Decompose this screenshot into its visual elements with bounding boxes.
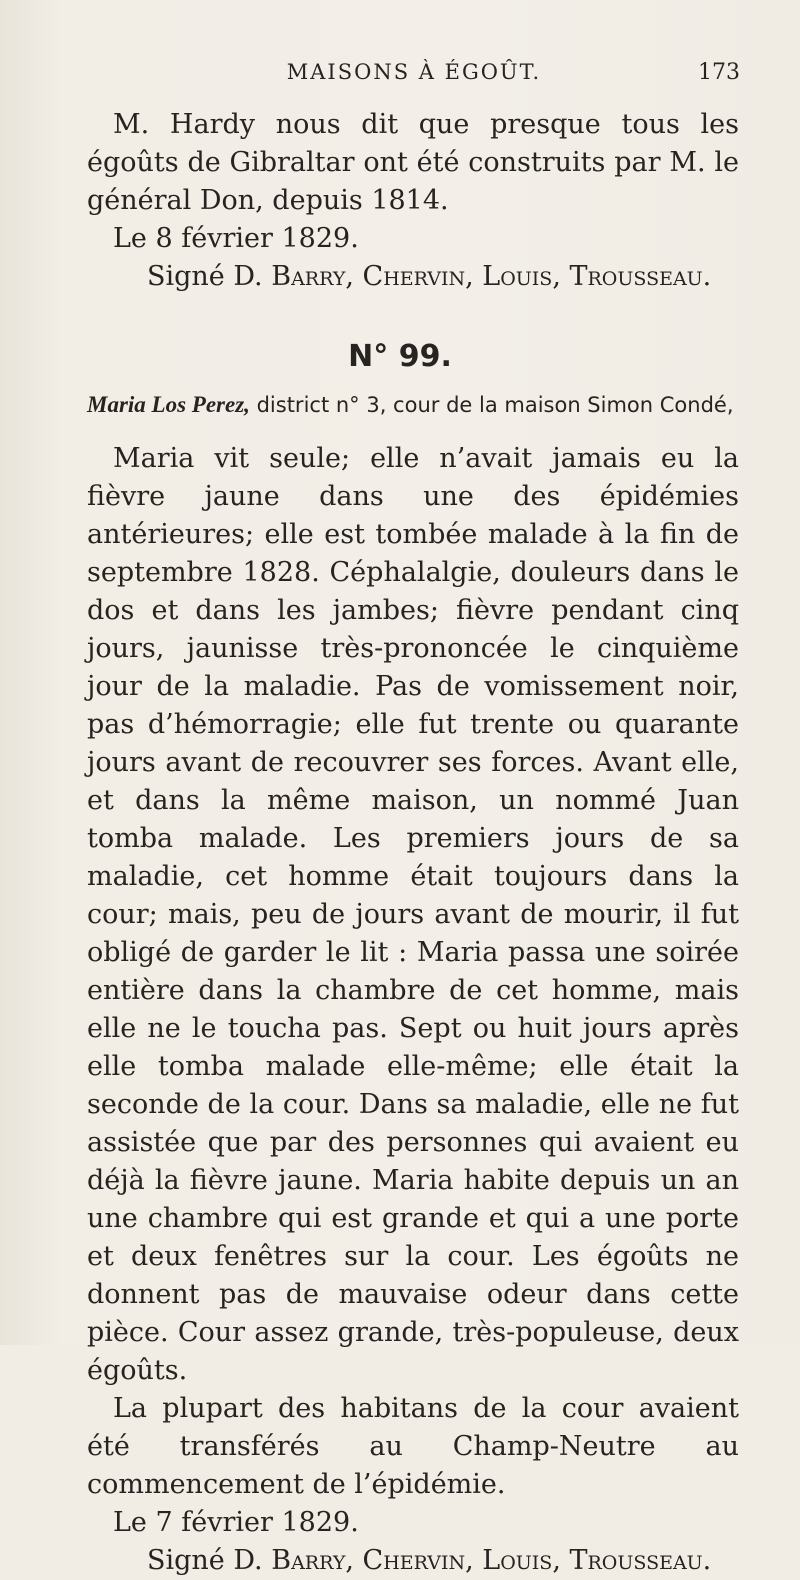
hardy-paragraph: M. Hardy nous dit que presque tous les égoûts de Gibraltar ont été construits par M. le général Don, depuis 1814. — [87, 109, 739, 216]
entry-signature-names: Barry, Chervin, Louis, Trousseau. — [271, 1545, 712, 1576]
running-title: MAISONS À ÉGOÛT. — [286, 60, 542, 84]
entry-location: district n° 3, cour de la maison Simon Condé, — [249, 393, 734, 417]
first-signature-names: Barry, Chervin, Louis, Trousseau. — [271, 261, 712, 292]
entry-paragraph-1: Maria vit seule; elle n’avait jamais eu la fièvre jaune dans une des épidémies antérieures; elle est tombée malade à la fin de septembre 1828. Céphalalgie, douleurs dans le dos et dans les jambes; fièvre pendant cinq jours, jaunisse très-prononcée le cinquième jour de la maladie. Pas de vomissement noir, pas d’hémorragie; elle fut trente ou quarante jours avant de recouvrer ses forces. Avant elle, et dans la même maison, un nommé Juan tomba malade. Les premiers jours de sa maladie, cet homme était toujours dans la cour; mais, peu de jours avant de mourir, il fut obligé de garder le lit : Maria passa une soirée entière dans la chambre de cet homme, mais elle ne le toucha pas. Sept ou huit jours après elle tomba malade elle-même; elle était la seconde de la cour. Dans sa maladie, elle ne fut assistée que par des personnes qui avaient eu déjà la fièvre jaune. Maria habite depuis un an une chambre qui est grande et qui a une porte et deux fenêtres sur la cour. Les égoûts ne donnent pas de mauvaise odeur dans cette pièce. Cour assez grande, très-populeuse, deux égoûts. — [87, 443, 739, 1386]
entry-signature — [87, 1542, 739, 1580]
top-text-block — [87, 106, 739, 296]
entry-person-name: Maria Los Perez, — [87, 392, 250, 417]
first-signature-prefix: Signé D. — [147, 261, 263, 292]
entry-date-line: Le 7 février 1829. — [113, 1507, 359, 1538]
entry-paragraph-2: La plupart des habitans de la cour avaient été transférés au Champ-Neutre au commencement de l’épidémie. — [87, 1393, 739, 1500]
entry-header-line — [87, 390, 739, 420]
entry-signature-prefix: Signé D. — [147, 1545, 263, 1576]
page-number: 173 — [698, 60, 740, 85]
entry-number-heading: N° 99. — [348, 339, 452, 374]
first-date-line: Le 8 février 1829. — [113, 223, 359, 254]
running-head — [88, 60, 740, 94]
entry-text-block — [87, 440, 739, 1580]
first-signature — [87, 258, 739, 296]
